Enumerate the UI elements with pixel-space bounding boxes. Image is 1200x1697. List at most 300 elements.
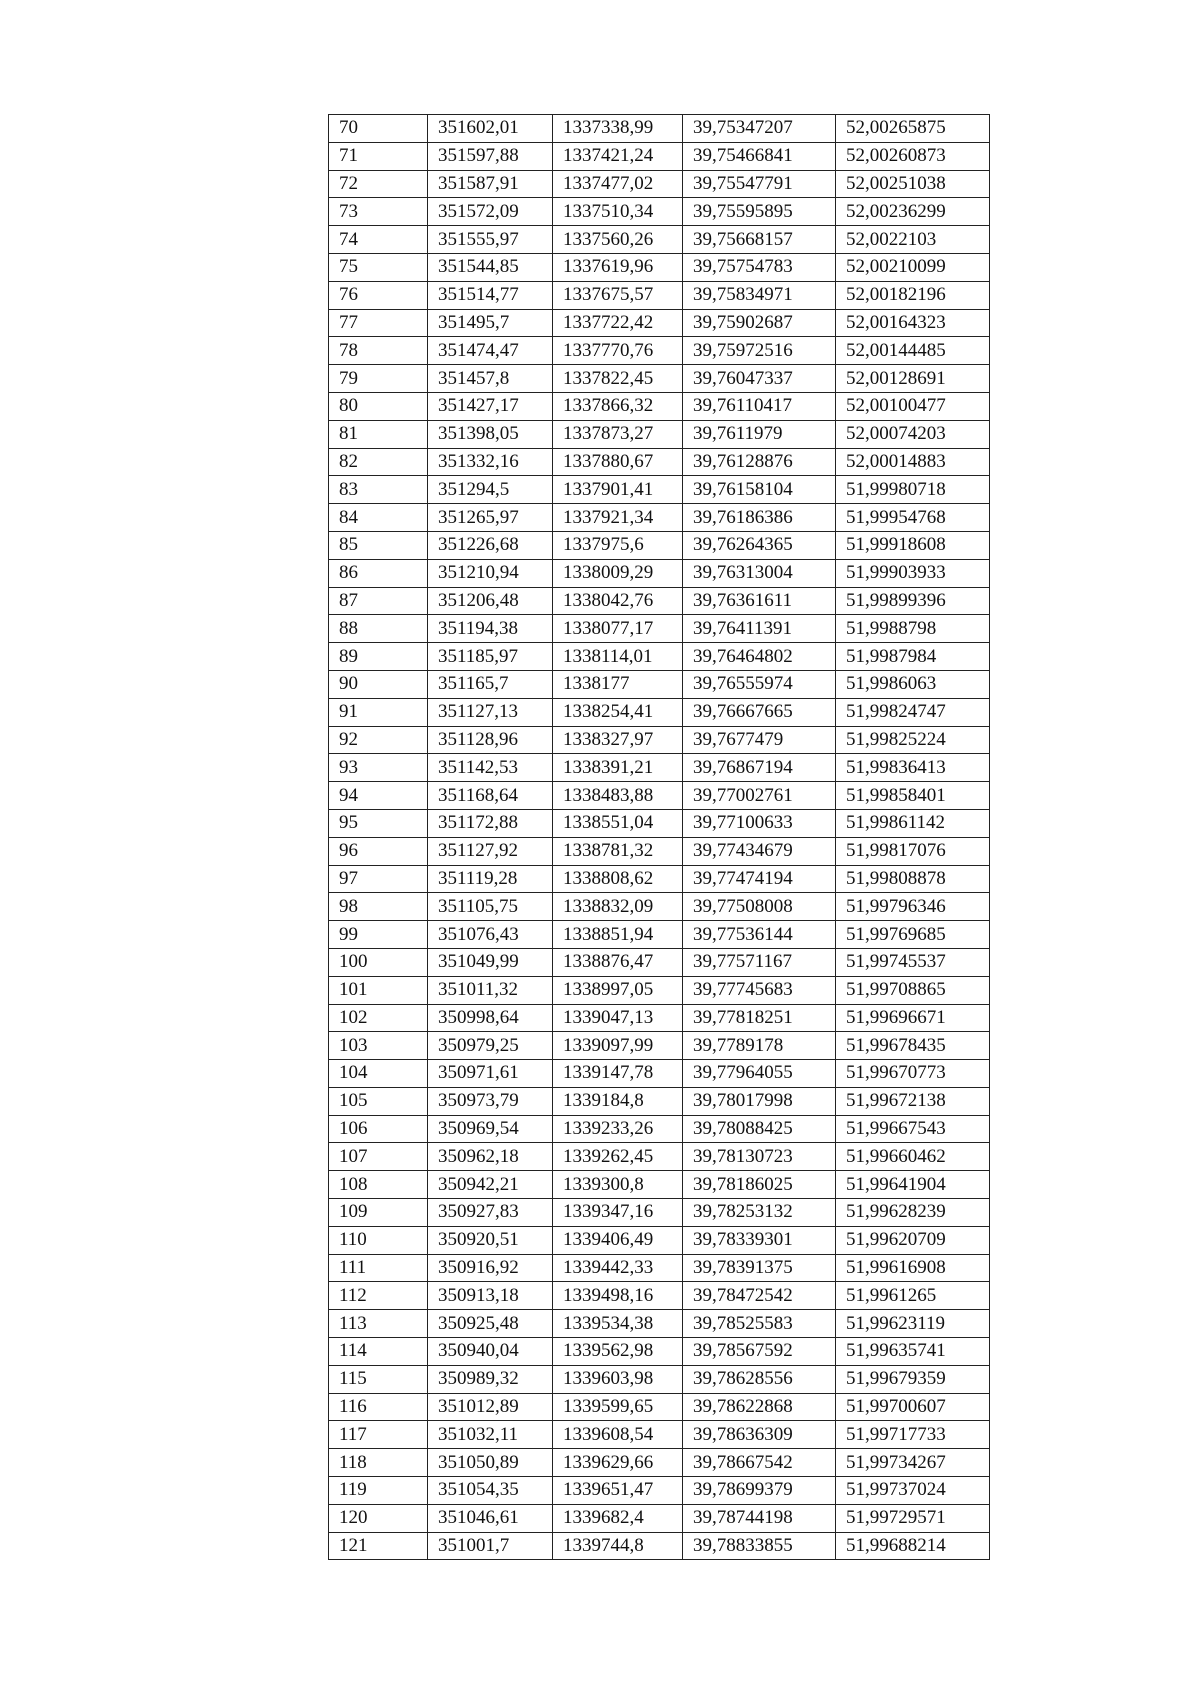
point-number-cell: 112 xyxy=(329,1282,428,1310)
table-row xyxy=(329,1004,990,1032)
table-row xyxy=(329,115,990,143)
y-coordinate-cell: 1338042,76 xyxy=(553,587,683,615)
point-number-cell: 80 xyxy=(329,392,428,420)
y-coordinate-cell: 1338997,05 xyxy=(553,976,683,1004)
latitude-cell: 39,75972516 xyxy=(683,337,836,365)
latitude-cell: 39,76555974 xyxy=(683,670,836,698)
longitude-cell: 52,00210099 xyxy=(836,253,990,281)
x-coordinate-cell: 351168,64 xyxy=(428,782,553,810)
latitude-cell: 39,77571167 xyxy=(683,948,836,976)
table-row xyxy=(329,1310,990,1338)
latitude-cell: 39,75466841 xyxy=(683,142,836,170)
point-number-cell: 101 xyxy=(329,976,428,1004)
latitude-cell: 39,77536144 xyxy=(683,921,836,949)
latitude-cell: 39,78833855 xyxy=(683,1532,836,1560)
longitude-cell: 51,99616908 xyxy=(836,1254,990,1282)
point-number-cell: 109 xyxy=(329,1199,428,1227)
x-coordinate-cell: 350973,79 xyxy=(428,1087,553,1115)
point-number-cell: 114 xyxy=(329,1338,428,1366)
longitude-cell: 51,99667543 xyxy=(836,1115,990,1143)
point-number-cell: 119 xyxy=(329,1477,428,1505)
table-row xyxy=(329,698,990,726)
longitude-cell: 51,99641904 xyxy=(836,1171,990,1199)
point-number-cell: 84 xyxy=(329,504,428,532)
point-number-cell: 83 xyxy=(329,476,428,504)
table-row xyxy=(329,1449,990,1477)
x-coordinate-cell: 351119,28 xyxy=(428,865,553,893)
y-coordinate-cell: 1338327,97 xyxy=(553,726,683,754)
y-coordinate-cell: 1338114,01 xyxy=(553,643,683,671)
table-row xyxy=(329,253,990,281)
latitude-cell: 39,77434679 xyxy=(683,837,836,865)
x-coordinate-cell: 351572,09 xyxy=(428,198,553,226)
latitude-cell: 39,75547791 xyxy=(683,170,836,198)
x-coordinate-cell: 351172,88 xyxy=(428,809,553,837)
y-coordinate-cell: 1337675,57 xyxy=(553,281,683,309)
point-number-cell: 98 xyxy=(329,893,428,921)
y-coordinate-cell: 1337619,96 xyxy=(553,253,683,281)
x-coordinate-cell: 351128,96 xyxy=(428,726,553,754)
y-coordinate-cell: 1338009,29 xyxy=(553,559,683,587)
y-coordinate-cell: 1339147,78 xyxy=(553,1060,683,1088)
table-row xyxy=(329,365,990,393)
table-row xyxy=(329,1421,990,1449)
longitude-cell: 52,00236299 xyxy=(836,198,990,226)
x-coordinate-cell: 350942,21 xyxy=(428,1171,553,1199)
latitude-cell: 39,78130723 xyxy=(683,1143,836,1171)
point-number-cell: 88 xyxy=(329,615,428,643)
point-number-cell: 106 xyxy=(329,1115,428,1143)
table-row xyxy=(329,615,990,643)
x-coordinate-cell: 350962,18 xyxy=(428,1143,553,1171)
point-number-cell: 89 xyxy=(329,643,428,671)
y-coordinate-cell: 1338851,94 xyxy=(553,921,683,949)
point-number-cell: 105 xyxy=(329,1087,428,1115)
y-coordinate-cell: 1338483,88 xyxy=(553,782,683,810)
point-number-cell: 87 xyxy=(329,587,428,615)
x-coordinate-cell: 351495,7 xyxy=(428,309,553,337)
x-coordinate-cell: 350979,25 xyxy=(428,1032,553,1060)
y-coordinate-cell: 1338551,04 xyxy=(553,809,683,837)
longitude-cell: 51,9987984 xyxy=(836,643,990,671)
longitude-cell: 51,99954768 xyxy=(836,504,990,532)
x-coordinate-cell: 351398,05 xyxy=(428,420,553,448)
latitude-cell: 39,77745683 xyxy=(683,976,836,1004)
point-number-cell: 113 xyxy=(329,1310,428,1338)
longitude-cell: 51,99858401 xyxy=(836,782,990,810)
y-coordinate-cell: 1339300,8 xyxy=(553,1171,683,1199)
y-coordinate-cell: 1337873,27 xyxy=(553,420,683,448)
point-number-cell: 104 xyxy=(329,1060,428,1088)
longitude-cell: 51,99817076 xyxy=(836,837,990,865)
latitude-cell: 39,76158104 xyxy=(683,476,836,504)
point-number-cell: 110 xyxy=(329,1226,428,1254)
y-coordinate-cell: 1339047,13 xyxy=(553,1004,683,1032)
table-row xyxy=(329,1477,990,1505)
latitude-cell: 39,78567592 xyxy=(683,1338,836,1366)
point-number-cell: 74 xyxy=(329,226,428,254)
latitude-cell: 39,76128876 xyxy=(683,448,836,476)
table-row xyxy=(329,142,990,170)
longitude-cell: 51,99745537 xyxy=(836,948,990,976)
x-coordinate-cell: 351226,68 xyxy=(428,531,553,559)
latitude-cell: 39,76867194 xyxy=(683,754,836,782)
y-coordinate-cell: 1338832,09 xyxy=(553,893,683,921)
point-number-cell: 99 xyxy=(329,921,428,949)
latitude-cell: 39,78525583 xyxy=(683,1310,836,1338)
y-coordinate-cell: 1339534,38 xyxy=(553,1310,683,1338)
point-number-cell: 116 xyxy=(329,1393,428,1421)
longitude-cell: 51,99899396 xyxy=(836,587,990,615)
latitude-cell: 39,78472542 xyxy=(683,1282,836,1310)
y-coordinate-cell: 1337722,42 xyxy=(553,309,683,337)
point-number-cell: 117 xyxy=(329,1421,428,1449)
point-number-cell: 103 xyxy=(329,1032,428,1060)
x-coordinate-cell: 351011,32 xyxy=(428,976,553,1004)
x-coordinate-cell: 350971,61 xyxy=(428,1060,553,1088)
latitude-cell: 39,75902687 xyxy=(683,309,836,337)
point-number-cell: 95 xyxy=(329,809,428,837)
x-coordinate-cell: 351597,88 xyxy=(428,142,553,170)
table-row xyxy=(329,198,990,226)
x-coordinate-cell: 351012,89 xyxy=(428,1393,553,1421)
table-row xyxy=(329,170,990,198)
table-row xyxy=(329,559,990,587)
y-coordinate-cell: 1338254,41 xyxy=(553,698,683,726)
y-coordinate-cell: 1339498,16 xyxy=(553,1282,683,1310)
table-row xyxy=(329,1532,990,1560)
y-coordinate-cell: 1339603,98 xyxy=(553,1365,683,1393)
x-coordinate-cell: 351165,7 xyxy=(428,670,553,698)
y-coordinate-cell: 1337901,41 xyxy=(553,476,683,504)
table-row xyxy=(329,448,990,476)
table-row xyxy=(329,1338,990,1366)
point-number-cell: 121 xyxy=(329,1532,428,1560)
y-coordinate-cell: 1339233,26 xyxy=(553,1115,683,1143)
latitude-cell: 39,78391375 xyxy=(683,1254,836,1282)
latitude-cell: 39,77474194 xyxy=(683,865,836,893)
longitude-cell: 51,9988798 xyxy=(836,615,990,643)
latitude-cell: 39,77964055 xyxy=(683,1060,836,1088)
latitude-cell: 39,77818251 xyxy=(683,1004,836,1032)
table-row xyxy=(329,531,990,559)
longitude-cell: 51,99688214 xyxy=(836,1532,990,1560)
y-coordinate-cell: 1337477,02 xyxy=(553,170,683,198)
latitude-cell: 39,75754783 xyxy=(683,253,836,281)
longitude-cell: 51,99672138 xyxy=(836,1087,990,1115)
point-number-cell: 77 xyxy=(329,309,428,337)
table-row xyxy=(329,726,990,754)
longitude-cell: 52,00251038 xyxy=(836,170,990,198)
point-number-cell: 100 xyxy=(329,948,428,976)
latitude-cell: 39,78667542 xyxy=(683,1449,836,1477)
latitude-cell: 39,76411391 xyxy=(683,615,836,643)
y-coordinate-cell: 1339406,49 xyxy=(553,1226,683,1254)
latitude-cell: 39,76667665 xyxy=(683,698,836,726)
point-number-cell: 107 xyxy=(329,1143,428,1171)
longitude-cell: 52,00265875 xyxy=(836,115,990,143)
longitude-cell: 52,00014883 xyxy=(836,448,990,476)
y-coordinate-cell: 1338391,21 xyxy=(553,754,683,782)
latitude-cell: 39,78628556 xyxy=(683,1365,836,1393)
table-row xyxy=(329,420,990,448)
point-number-cell: 94 xyxy=(329,782,428,810)
table-row xyxy=(329,865,990,893)
latitude-cell: 39,78622868 xyxy=(683,1393,836,1421)
table-row xyxy=(329,893,990,921)
latitude-cell: 39,78636309 xyxy=(683,1421,836,1449)
table-row xyxy=(329,1254,990,1282)
longitude-cell: 51,99678435 xyxy=(836,1032,990,1060)
y-coordinate-cell: 1339184,8 xyxy=(553,1087,683,1115)
latitude-cell: 39,76186386 xyxy=(683,504,836,532)
latitude-cell: 39,75595895 xyxy=(683,198,836,226)
table-row xyxy=(329,1504,990,1532)
table-row xyxy=(329,1393,990,1421)
latitude-cell: 39,76264365 xyxy=(683,531,836,559)
longitude-cell: 51,99737024 xyxy=(836,1477,990,1505)
longitude-cell: 51,99696671 xyxy=(836,1004,990,1032)
point-number-cell: 76 xyxy=(329,281,428,309)
longitude-cell: 51,9986063 xyxy=(836,670,990,698)
x-coordinate-cell: 351555,97 xyxy=(428,226,553,254)
x-coordinate-cell: 350925,48 xyxy=(428,1310,553,1338)
table-row xyxy=(329,309,990,337)
x-coordinate-cell: 351514,77 xyxy=(428,281,553,309)
table-row xyxy=(329,476,990,504)
point-number-cell: 93 xyxy=(329,754,428,782)
longitude-cell: 51,99628239 xyxy=(836,1199,990,1227)
y-coordinate-cell: 1337921,34 xyxy=(553,504,683,532)
table-row xyxy=(329,1226,990,1254)
latitude-cell: 39,77100633 xyxy=(683,809,836,837)
point-number-cell: 96 xyxy=(329,837,428,865)
point-number-cell: 79 xyxy=(329,365,428,393)
latitude-cell: 39,76110417 xyxy=(683,392,836,420)
latitude-cell: 39,78186025 xyxy=(683,1171,836,1199)
table-row xyxy=(329,1032,990,1060)
longitude-cell: 51,99825224 xyxy=(836,726,990,754)
latitude-cell: 39,76313004 xyxy=(683,559,836,587)
point-number-cell: 115 xyxy=(329,1365,428,1393)
y-coordinate-cell: 1337421,24 xyxy=(553,142,683,170)
longitude-cell: 51,99769685 xyxy=(836,921,990,949)
y-coordinate-cell: 1339442,33 xyxy=(553,1254,683,1282)
point-number-cell: 72 xyxy=(329,170,428,198)
latitude-cell: 39,77002761 xyxy=(683,782,836,810)
y-coordinate-cell: 1338808,62 xyxy=(553,865,683,893)
point-number-cell: 86 xyxy=(329,559,428,587)
y-coordinate-cell: 1339651,47 xyxy=(553,1477,683,1505)
longitude-cell: 51,99635741 xyxy=(836,1338,990,1366)
x-coordinate-cell: 351544,85 xyxy=(428,253,553,281)
point-number-cell: 97 xyxy=(329,865,428,893)
latitude-cell: 39,76361611 xyxy=(683,587,836,615)
longitude-cell: 51,99861142 xyxy=(836,809,990,837)
latitude-cell: 39,76464802 xyxy=(683,643,836,671)
point-number-cell: 70 xyxy=(329,115,428,143)
table-row xyxy=(329,1143,990,1171)
table-row xyxy=(329,948,990,976)
longitude-cell: 51,99796346 xyxy=(836,893,990,921)
longitude-cell: 52,00164323 xyxy=(836,309,990,337)
x-coordinate-cell: 350927,83 xyxy=(428,1199,553,1227)
table-row xyxy=(329,392,990,420)
point-number-cell: 73 xyxy=(329,198,428,226)
longitude-cell: 51,99670773 xyxy=(836,1060,990,1088)
table-row xyxy=(329,1087,990,1115)
point-number-cell: 111 xyxy=(329,1254,428,1282)
latitude-cell: 39,77508008 xyxy=(683,893,836,921)
latitude-cell: 39,7611979 xyxy=(683,420,836,448)
latitude-cell: 39,75834971 xyxy=(683,281,836,309)
longitude-cell: 51,99717733 xyxy=(836,1421,990,1449)
longitude-cell: 51,99824747 xyxy=(836,698,990,726)
x-coordinate-cell: 350916,92 xyxy=(428,1254,553,1282)
x-coordinate-cell: 350940,04 xyxy=(428,1338,553,1366)
longitude-cell: 51,99836413 xyxy=(836,754,990,782)
x-coordinate-cell: 351427,17 xyxy=(428,392,553,420)
table-row xyxy=(329,1199,990,1227)
x-coordinate-cell: 350920,51 xyxy=(428,1226,553,1254)
table-row xyxy=(329,754,990,782)
longitude-cell: 51,99808878 xyxy=(836,865,990,893)
latitude-cell: 39,76047337 xyxy=(683,365,836,393)
longitude-cell: 52,00128691 xyxy=(836,365,990,393)
x-coordinate-cell: 351194,38 xyxy=(428,615,553,643)
table-row xyxy=(329,809,990,837)
table-row xyxy=(329,1171,990,1199)
point-number-cell: 75 xyxy=(329,253,428,281)
table-row xyxy=(329,226,990,254)
x-coordinate-cell: 351049,99 xyxy=(428,948,553,976)
x-coordinate-cell: 351127,92 xyxy=(428,837,553,865)
x-coordinate-cell: 351587,91 xyxy=(428,170,553,198)
y-coordinate-cell: 1339608,54 xyxy=(553,1421,683,1449)
longitude-cell: 51,99700607 xyxy=(836,1393,990,1421)
latitude-cell: 39,7789178 xyxy=(683,1032,836,1060)
y-coordinate-cell: 1337510,34 xyxy=(553,198,683,226)
point-number-cell: 82 xyxy=(329,448,428,476)
table-row xyxy=(329,337,990,365)
x-coordinate-cell: 350989,32 xyxy=(428,1365,553,1393)
latitude-cell: 39,78253132 xyxy=(683,1199,836,1227)
point-number-cell: 78 xyxy=(329,337,428,365)
x-coordinate-cell: 351265,97 xyxy=(428,504,553,532)
y-coordinate-cell: 1337975,6 xyxy=(553,531,683,559)
point-number-cell: 102 xyxy=(329,1004,428,1032)
latitude-cell: 39,78699379 xyxy=(683,1477,836,1505)
x-coordinate-cell: 351105,75 xyxy=(428,893,553,921)
y-coordinate-cell: 1337866,32 xyxy=(553,392,683,420)
y-coordinate-cell: 1338077,17 xyxy=(553,615,683,643)
x-coordinate-cell: 351046,61 xyxy=(428,1504,553,1532)
table-row xyxy=(329,1060,990,1088)
longitude-cell: 51,99679359 xyxy=(836,1365,990,1393)
x-coordinate-cell: 351294,5 xyxy=(428,476,553,504)
y-coordinate-cell: 1337560,26 xyxy=(553,226,683,254)
longitude-cell: 51,99903933 xyxy=(836,559,990,587)
longitude-cell: 51,99623119 xyxy=(836,1310,990,1338)
latitude-cell: 39,7677479 xyxy=(683,726,836,754)
x-coordinate-cell: 351001,7 xyxy=(428,1532,553,1560)
latitude-cell: 39,78088425 xyxy=(683,1115,836,1143)
y-coordinate-cell: 1339562,98 xyxy=(553,1338,683,1366)
table-body xyxy=(329,115,990,1560)
x-coordinate-cell: 351127,13 xyxy=(428,698,553,726)
longitude-cell: 51,99620709 xyxy=(836,1226,990,1254)
y-coordinate-cell: 1339744,8 xyxy=(553,1532,683,1560)
point-number-cell: 81 xyxy=(329,420,428,448)
y-coordinate-cell: 1337822,45 xyxy=(553,365,683,393)
longitude-cell: 51,99660462 xyxy=(836,1143,990,1171)
x-coordinate-cell: 351032,11 xyxy=(428,1421,553,1449)
longitude-cell: 52,00260873 xyxy=(836,142,990,170)
point-number-cell: 90 xyxy=(329,670,428,698)
y-coordinate-cell: 1339682,4 xyxy=(553,1504,683,1532)
longitude-cell: 51,99980718 xyxy=(836,476,990,504)
x-coordinate-cell: 350969,54 xyxy=(428,1115,553,1143)
latitude-cell: 39,75347207 xyxy=(683,115,836,143)
x-coordinate-cell: 351332,16 xyxy=(428,448,553,476)
longitude-cell: 52,00074203 xyxy=(836,420,990,448)
latitude-cell: 39,78339301 xyxy=(683,1226,836,1254)
longitude-cell: 51,99708865 xyxy=(836,976,990,1004)
table-row xyxy=(329,1282,990,1310)
y-coordinate-cell: 1339599,65 xyxy=(553,1393,683,1421)
y-coordinate-cell: 1338781,32 xyxy=(553,837,683,865)
x-coordinate-cell: 351210,94 xyxy=(428,559,553,587)
x-coordinate-cell: 351457,8 xyxy=(428,365,553,393)
table-row xyxy=(329,504,990,532)
point-number-cell: 118 xyxy=(329,1449,428,1477)
x-coordinate-cell: 350913,18 xyxy=(428,1282,553,1310)
table-row xyxy=(329,670,990,698)
y-coordinate-cell: 1338876,47 xyxy=(553,948,683,976)
coordinates-table xyxy=(328,114,990,1560)
longitude-cell: 52,00144485 xyxy=(836,337,990,365)
table-row xyxy=(329,1115,990,1143)
x-coordinate-cell: 351206,48 xyxy=(428,587,553,615)
longitude-cell: 51,99734267 xyxy=(836,1449,990,1477)
table-row xyxy=(329,782,990,810)
longitude-cell: 52,00100477 xyxy=(836,392,990,420)
x-coordinate-cell: 351602,01 xyxy=(428,115,553,143)
x-coordinate-cell: 351054,35 xyxy=(428,1477,553,1505)
table-row xyxy=(329,837,990,865)
latitude-cell: 39,75668157 xyxy=(683,226,836,254)
x-coordinate-cell: 351142,53 xyxy=(428,754,553,782)
point-number-cell: 108 xyxy=(329,1171,428,1199)
y-coordinate-cell: 1338177 xyxy=(553,670,683,698)
point-number-cell: 92 xyxy=(329,726,428,754)
latitude-cell: 39,78744198 xyxy=(683,1504,836,1532)
longitude-cell: 51,9961265 xyxy=(836,1282,990,1310)
table-row xyxy=(329,976,990,1004)
x-coordinate-cell: 351076,43 xyxy=(428,921,553,949)
longitude-cell: 51,99918608 xyxy=(836,531,990,559)
x-coordinate-cell: 350998,64 xyxy=(428,1004,553,1032)
point-number-cell: 71 xyxy=(329,142,428,170)
table-row xyxy=(329,587,990,615)
longitude-cell: 52,00182196 xyxy=(836,281,990,309)
y-coordinate-cell: 1339262,45 xyxy=(553,1143,683,1171)
point-number-cell: 91 xyxy=(329,698,428,726)
y-coordinate-cell: 1337770,76 xyxy=(553,337,683,365)
longitude-cell: 51,99729571 xyxy=(836,1504,990,1532)
table-row xyxy=(329,643,990,671)
y-coordinate-cell: 1337880,67 xyxy=(553,448,683,476)
